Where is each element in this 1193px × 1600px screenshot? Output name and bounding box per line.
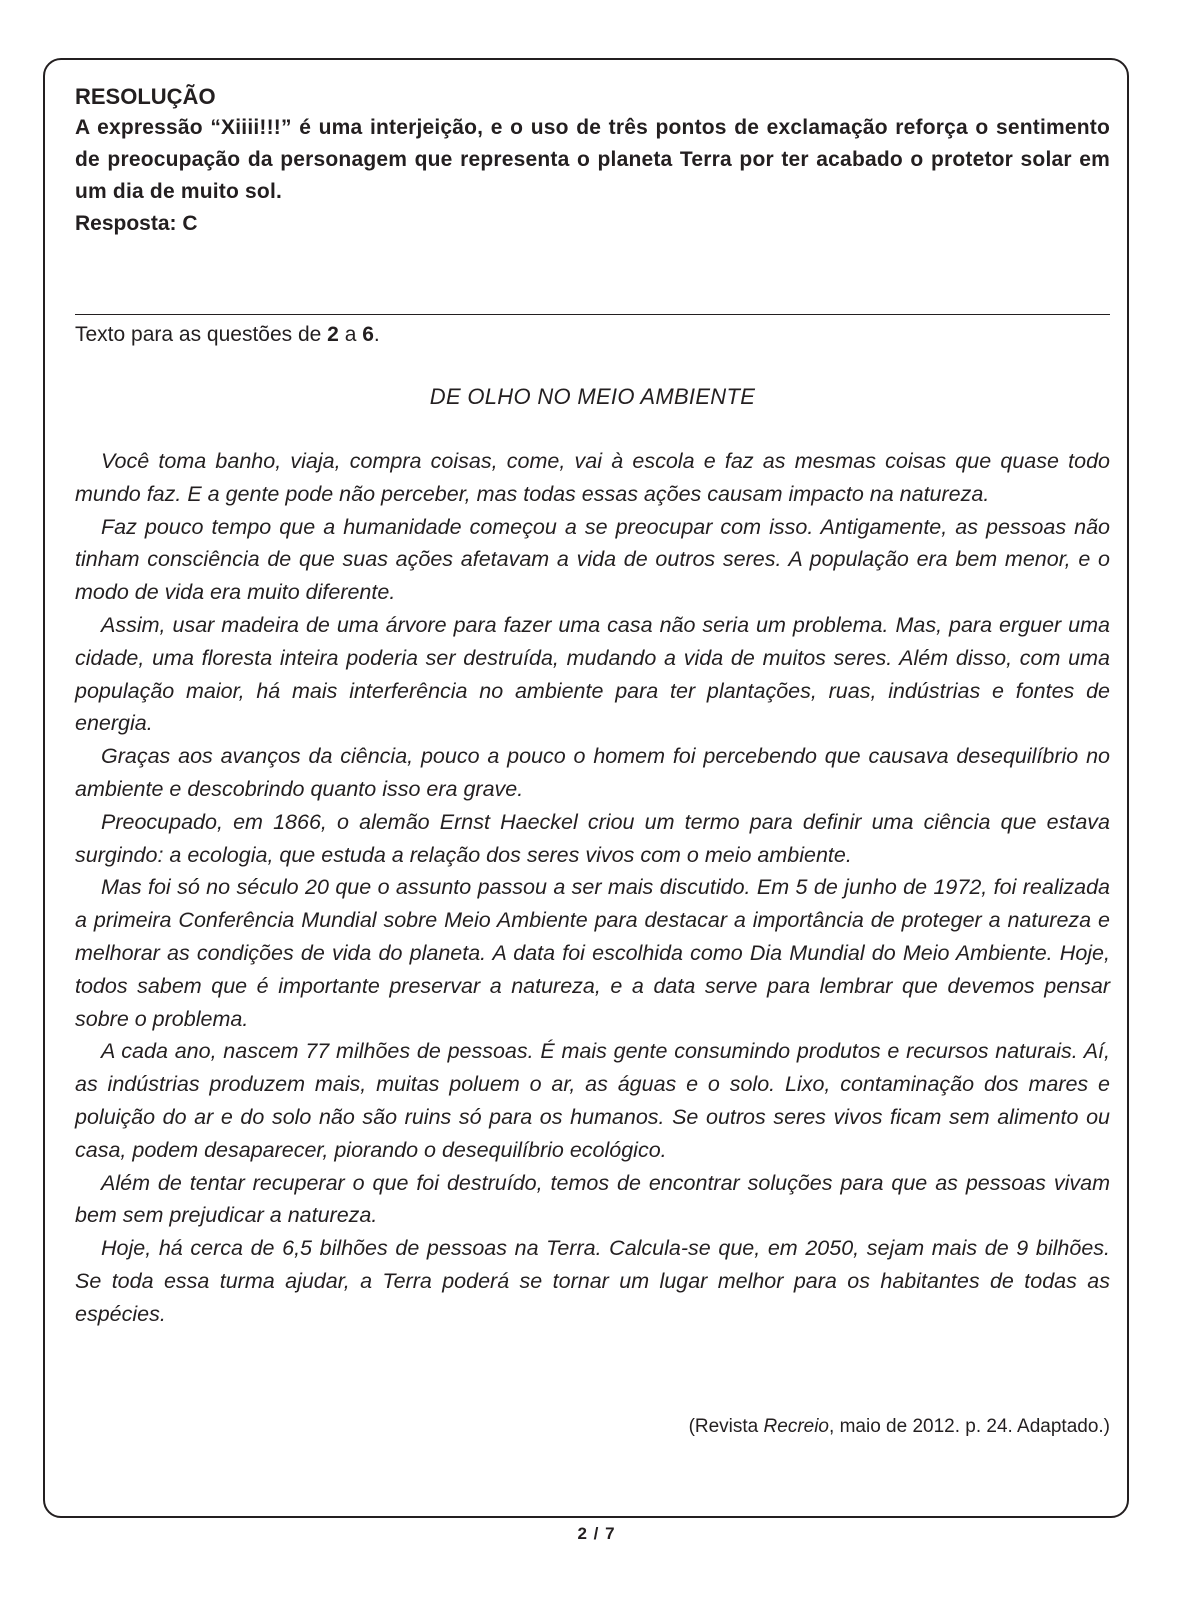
- source-prefix: (Revista: [688, 1416, 764, 1437]
- resolution-body: A expressão “Xiiii!!!” é uma interjeição, e o uso de três pontos de exclamação reforça o sentimento de preocupação da personagem que representa o planeta Terra por ter acabado o protetor solar em um dia de muito sol.: [75, 116, 1110, 203]
- text-intro-to: 6: [362, 323, 374, 346]
- article-paragraph: Assim, usar madeira de uma árvore para fazer uma casa não seria um problema. Mas, para erguer uma cidade, uma floresta inteira poderia ser destruída, mudando a vida de muitos seres. Além disso, com uma população maior, há mais interferência no ambiente para ter plantações, ruas, indústrias e fontes de energia.: [75, 612, 1110, 736]
- source-magazine: Recreio: [763, 1416, 830, 1437]
- article-title: DE OLHO NO MEIO AMBIENTE: [429, 384, 756, 409]
- article-paragraph: Hoje, há cerca de 6,5 bilhões de pessoas na Terra. Calcula-se que, em 2050, sejam mais de 9 bilhões. Se toda essa turma ajudar, a Terra poderá se tornar um lugar melhor para os habitantes de todas as espécies.: [75, 1236, 1110, 1326]
- article-paragraph: Graças aos avanços da ciência, pouco a pouco o homem foi percebendo que causava desequilíbrio no ambiente e descobrindo quanto isso era grave.: [75, 744, 1110, 801]
- resolution-section: [75, 82, 1110, 240]
- text-intro-prefix: Texto para as questões de: [75, 323, 328, 346]
- article-paragraph: Você toma banho, viaja, compra coisas, come, vai à escola e faz as mesmas coisas que quase todo mundo faz. E a gente pode não perceber, mas todas essas ações causam impacto na natureza.: [75, 449, 1110, 506]
- article-source: [689, 1414, 1110, 1440]
- article-paragraph: Preocupado, em 1866, o alemão Ernst Haeckel criou um termo para definir uma ciência que estava surgindo: a ecologia, que estuda a relação dos seres vivos com o meio ambiente.: [75, 809, 1110, 867]
- text-intro: [75, 320, 380, 350]
- resolution-answer: Resposta: C: [75, 212, 198, 235]
- resolution-heading: RESOLUÇÃO: [75, 84, 216, 109]
- article-paragraph: Faz pouco tempo que a humanidade começou a se preocupar com isso. Antigamente, as pessoas não tinham consciência de que suas ações afetavam a vida de outros seres. A população era bem menor, e o modo de vida era muito diferente.: [75, 514, 1110, 605]
- article-paragraph: A cada ano, nascem 77 milhões de pessoas. É mais gente consumindo produtos e recursos naturais. Aí, as indústrias produzem mais, muitas poluem o ar, as águas e o solo. Lixo, contaminação dos mares e poluição do ar e do solo não são ruins só para os humanos. Se outros seres vivos ficam sem alimento ou casa, podem desaparecer, piorando o desequilíbrio ecológico.: [75, 1039, 1110, 1162]
- section-divider: [75, 314, 1110, 315]
- article-paragraph: Além de tentar recuperar o que foi destruído, temos de encontrar soluções para que as pessoas vivam bem sem prejudicar a natureza.: [75, 1170, 1110, 1228]
- article-paragraph: Mas foi só no século 20 que o assunto passou a ser mais discutido. Em 5 de junho de 1972, foi realizada a primeira Conferência Mundial sobre Meio Ambiente para destacar a importância de proteger a natureza e melhorar as condições de vida do planeta. A data foi escolhida como Dia Mundial do Meio Ambiente. Hoje, todos sabem que é importante preservar a natureza, e a data serve para lembrar que devemos pensar sobre o problema.: [75, 875, 1110, 1031]
- source-suffix: , maio de 2012. p. 24. Adaptado.): [829, 1416, 1110, 1437]
- text-intro-suffix: .: [373, 323, 380, 346]
- article-body: [75, 445, 1110, 1331]
- text-intro-middle: a: [338, 323, 363, 346]
- text-intro-from: 2: [327, 323, 339, 346]
- page-number: 2 / 7: [577, 1524, 616, 1543]
